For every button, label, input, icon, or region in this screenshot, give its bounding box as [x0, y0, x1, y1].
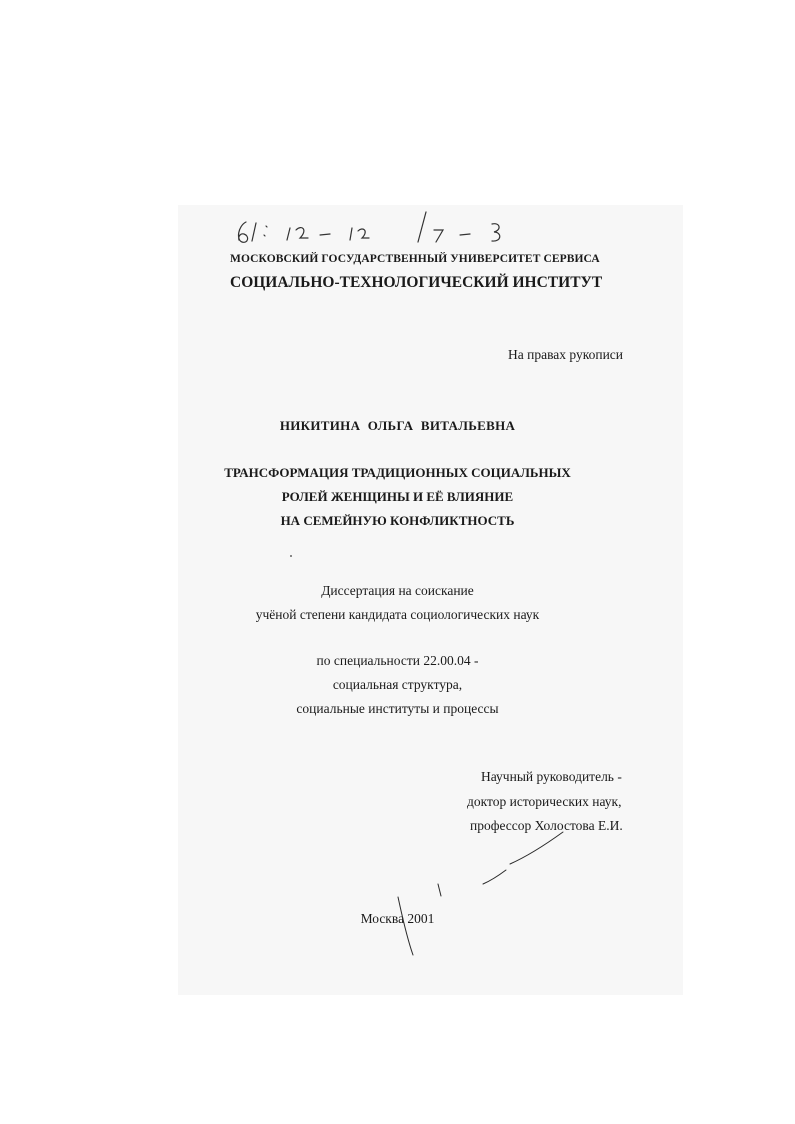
supervisor-line-1: Научный руководитель - — [481, 769, 622, 784]
city-and-year: Москва 2001 — [360, 911, 435, 926]
institute-name: СОЦИАЛЬНО-ТЕХНОЛОГИЧЕСКИЙ ИНСТИТУТ — [230, 274, 603, 291]
supervisor-line-2: доктор исторических наук, — [467, 794, 622, 809]
degree-line-1: Диссертация на соискание — [321, 583, 474, 598]
degree-line-2: учёной степени кандидата социологических наук — [255, 607, 540, 622]
manuscript-rights-note: На правах рукописи — [508, 347, 624, 362]
specialty-line-2: социальная структура, — [332, 677, 463, 692]
dissertation-title-line-1: ТРАНСФОРМАЦИЯ ТРАДИЦИОННЫХ СОЦИАЛЬНЫХ — [224, 465, 571, 480]
university-name: МОСКОВСКИЙ ГОСУДАРСТВЕННЫЙ УНИВЕРСИТЕТ СЕРВИСА — [230, 253, 600, 265]
author-name: НИКИТИНА ОЛЬГА ВИТАЛЬЕВНА — [279, 418, 516, 433]
archive-mark-text: 61: 12-1 2/7-3 — [230, 210, 236, 211]
specialty-line-3: социальные институты и процессы — [296, 701, 499, 716]
scanned-sheet — [178, 205, 683, 995]
handwritten-archive-mark — [230, 210, 520, 250]
dissertation-title-line-2: РОЛЕЙ ЖЕНЩИНЫ И ЕЁ ВЛИЯНИЕ — [281, 489, 514, 504]
dissertation-title-line-3: НА СЕМЕЙНУЮ КОНФЛИКТНОСТЬ — [280, 513, 515, 528]
scan-speck — [290, 555, 292, 557]
specialty-line-1: по специальности 22.00.04 - — [316, 653, 479, 668]
supervisor-line-3: профессор Холостова Е.И. — [470, 818, 623, 833]
